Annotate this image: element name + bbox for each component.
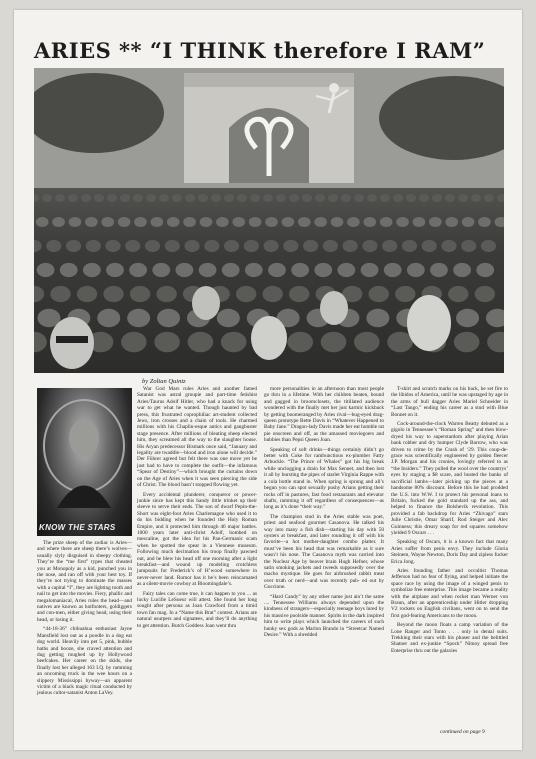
article-column-3 <box>264 386 384 641</box>
crowd-head <box>152 263 170 277</box>
crowd-head <box>303 240 318 252</box>
crowd-head <box>200 217 213 227</box>
crowd-head <box>263 194 273 202</box>
paragraph: Fairy tales can come true, it can happen to you ... as lucky Lucille LeSueur will attest. She found her long sought after persona as Joan Crawford from a timid town fan mag. In a “Name this Brat” contest. Arians are natural usurpers and signatees, and they’ll do anything to get attention. Butch Goddess Joan went thru <box>137 590 257 629</box>
crowd-head <box>402 240 417 252</box>
page-title: ARIES ** “I THINK therefore I RAM” <box>34 38 486 63</box>
crowd-head <box>314 263 332 277</box>
crowd-head <box>151 217 164 227</box>
paragraph: “Hard Candy” by any other name just ain’t the same .... Tennessee Williams always depended upon the kindness of strangers—especially teenage boys lured by his massive poolside manner. Spirits in the dark inspired him to write plays which launched the careers of such hunky sex gods as Marlon Brando in “Streetcar Named Desire.” With a shredded <box>264 593 384 639</box>
crowd-head <box>419 194 429 202</box>
crowd-head <box>172 194 182 202</box>
crowd-head <box>83 263 101 277</box>
crowd-head <box>156 286 176 302</box>
crowd-head <box>249 217 262 227</box>
crowd-head <box>380 217 393 227</box>
crowd-head <box>81 194 91 202</box>
crowd-head <box>145 240 160 252</box>
crowd-head <box>361 263 379 277</box>
crowd-head <box>183 217 196 227</box>
crowd-head <box>289 194 299 202</box>
crowd-head <box>188 332 214 352</box>
crowd-head <box>454 332 480 352</box>
collage-illustration <box>34 68 504 373</box>
crowd-head <box>487 332 504 352</box>
crowd-head <box>289 286 309 302</box>
crowd-head <box>276 194 286 202</box>
crowd-head <box>184 240 199 252</box>
crowd-head <box>244 240 259 252</box>
crowd-head <box>282 217 295 227</box>
crowd-head <box>471 194 481 202</box>
crowd-head <box>125 240 140 252</box>
continued-note: continued on page 9 <box>440 729 485 735</box>
crowd-head <box>354 194 364 202</box>
crowd-head <box>68 194 78 202</box>
crowd-head <box>134 217 147 227</box>
crowd-head <box>445 194 455 202</box>
crowd-head <box>395 286 415 302</box>
crowd-head <box>337 263 355 277</box>
paragraph: Speaking of soft drinks—things certainly didn’t go better with Coke for rambunctious ex-plumber Fatty Arbuckle. “The Prince of Whales” got his big break while unclogging a drain for Max Sennet, and then lost it all by bursting the pipes of starlet Virginia Rappe with a cola bottle stand in. When spring is sprung and all’s begun you can spot sexually pushy Arians getting their rocks off in pastures, fast food restaurants and elevator shafts, ramming it off regardless of consequences—as long as it’s done “their way.” <box>264 446 384 511</box>
crowd-head <box>224 194 234 202</box>
paragraph: Aries founding father and occultist Thomas Jefferson had no fear of flying, and helped initiate the space race by using the image of a winged penis to symbolize free enterprise. This image became a reality with the airplane and when rocket man Werner von Braun, after an apprenticeship under Hitler dropping V2 rockets on English civilians, went on to send the first god-fearing Americans to the moon. <box>391 567 508 619</box>
crowd-head <box>445 217 458 227</box>
paragraph: Cock-around-the-clock Warren Beatty debuted as a gigolo in Tennessee’s “Roman Spring” and then blow-dryed his way to superstardom after playing Arian bank robber and dry humper Clyde Barrow, who was driven to crime by the Crash of ‘29. This coup-de-grace was scientifically engineered by golden fleecer J.P. Morgan and his cronies, lovingly referred to as “the Insiders.” They pulled the wool over the countrys’ eyes by staging a $8 scare, and busted the banks of sacrificial lambs—later picking up the pieces at a handsome 80% discount. Before this he had prodded the U.S. into W.W. I to protect his personal loans to Britain, fucked the gold standard up the ass, and helped to finance the Bolshevik revolution. This provided a fab backdrop for Aries “Zhivago” stars Julie Christie, Omar Sharif, Rod Steiger and Alec Guinness; this dreary soap for red squares somehow yielded 9 Oscars . . . <box>391 421 508 536</box>
crowd-head <box>167 217 180 227</box>
crowd-head <box>66 240 81 252</box>
crowd-head <box>343 240 358 252</box>
crowd-head <box>302 194 312 202</box>
crowd-head <box>245 263 263 277</box>
crowd-head <box>34 194 39 202</box>
crowd-head <box>328 194 338 202</box>
crowd-head <box>475 286 495 302</box>
crowd-head <box>157 309 180 327</box>
paragraph: Every accidental plunderer, conqueror or power-junkie since has kept this bandy little trinket up their sleeve to serve their ends. The son of dwarf Pepin-the-Short was eight-foot Aries Charlemagne who used it to do his bidding when he founded the Holy Roman Empire, and it protected him through 46 major battles. 1000 years later anti-christ Adolf, bombed on mescaline, got the idea for his Pan-Germanic scam when he spotted the spear in a Viennese museum. Following much decimation his troop finally pawned out, and he blew his head off one morning after a light breakfast—and wound up modeling crotchless jumpsuits for Frederick’s of H’wood somewhere in never-never land. Rumor has it he’s been reincarnated as a silent-movie cowboy at Bloomingdale’s. <box>137 491 257 588</box>
crowd-head <box>430 263 448 277</box>
crowd-head <box>484 194 494 202</box>
article-column-4 <box>391 386 508 657</box>
crowd-head <box>130 286 150 302</box>
crowd-head <box>232 217 245 227</box>
crowd-head <box>354 332 380 352</box>
paragraph: The prize sheep of the zodiac is Aries—and where there are sheep there’s wolves—usually slyly disguised in sheepy clothing. They’re the “me first” types that cheated you at Monopoly as a kid, punched you in the nose, and ran off with your best toy. If they’re not trying to dominate the masses with a capital “I”, they are lighting tooth and nail to get into the movies. Fiery, phallic and megalomaniacal, Aries rules the head—and natives are known as hotfooters, goldiggers and con-men, either giving head, using their head, or losing it. <box>37 540 132 623</box>
crowd-head <box>478 217 491 227</box>
crowd-head <box>367 194 377 202</box>
crowd-head <box>120 194 130 202</box>
crowd-head <box>176 263 194 277</box>
crowd-head <box>393 194 403 202</box>
paragraph: “44-18-36” chihuahua enthusiast Jayne Mansfield lost out as a poodle in a dog eat dog world. Heavily into pet 5, pink, bubble baths and booze, she craved attention and dug getting roughed up by Hollywood beefcakes. Her career on the skids, she finally lost her alleged 163 I.Q. by ramming an oncoming truck in the wee hours on a slippery Mississippi byway—an apparent victim of a black magic ritual conducted by jealous cultor-satanist Anton LaVey. <box>37 626 132 697</box>
crowd-head <box>429 217 442 227</box>
magazine-page <box>14 10 522 750</box>
crowd-head <box>413 217 426 227</box>
crowd-head <box>268 263 286 277</box>
crowd-head <box>362 240 377 252</box>
portrait-photo <box>37 388 132 536</box>
crowd-head <box>497 194 504 202</box>
crowd-head <box>55 194 65 202</box>
crowd-head <box>118 217 131 227</box>
crowd-head <box>347 217 360 227</box>
crowd-head <box>265 217 278 227</box>
crowd-head <box>396 217 409 227</box>
crowd-head <box>77 286 97 302</box>
crowd-head <box>127 309 150 327</box>
crowd-head <box>382 240 397 252</box>
crowd-head <box>204 240 219 252</box>
crowd-head <box>121 332 147 352</box>
crowd-head <box>264 240 279 252</box>
crowd-head <box>185 194 195 202</box>
crowd-head <box>103 286 123 302</box>
crowd-head <box>211 194 221 202</box>
crowd-head <box>105 240 120 252</box>
paragraph: Speaking of Oscars, it is a known fact that many Aries suffer from penis envy. They include Gloria Steinem, Wayne Newton, Doris Day and zipless fucker Erica Jong. <box>391 539 508 565</box>
crowd-head <box>486 309 504 327</box>
crowd-head <box>250 194 260 202</box>
byline: by Zoltan Quintz <box>142 378 186 385</box>
crowd-head <box>224 240 239 252</box>
crowd-head <box>37 263 55 277</box>
crowd-head <box>52 217 65 227</box>
paragraph: T-shirt and scratch marks on his back, he set fire to the libidos of America, until he was upstaged by age in the arms of bull dagger Aries Mariel Schneider in “Last Tango,” ending his career as a stud with Blue Bonnet on it. <box>391 386 508 418</box>
crowd-head <box>298 217 311 227</box>
crowd-head <box>216 217 229 227</box>
paragraph: more personalities in an afternoon than most people go thru in a lifetime. With her children beaten, bound and gagged in broomclosets, the titillated audience wondered with the finally met her just karmic kickback by getting boomeranged by Aries rival—bug-eyed drag-queen prototype Bette Davis in “Whatever Happened to Baby Jane.” Dragon-lady Davis made her eat humble rat pie onscreen and off, as the amassed moviegoers and hubbies than Pepsi Queen Joan. <box>264 386 384 444</box>
crowd-head <box>314 217 327 227</box>
crowd-head <box>262 286 282 302</box>
crowd-head <box>495 217 504 227</box>
crowd-head <box>129 263 147 277</box>
paragraph: Beyond the moon floats a camp variation of the Lone Ranger and Tonto . . . only in dental suits. Trekking their stars with his phaser and the belittled Shatner and ex-junkie “Spock” Nimoy spread free Enterprise thru out the galaxies <box>391 622 508 654</box>
crowd-head <box>315 194 325 202</box>
crowd-head <box>461 240 476 252</box>
crowd-head <box>42 194 52 202</box>
crowd-head <box>86 240 101 252</box>
crowd-head <box>406 194 416 202</box>
crowd-head <box>154 332 180 352</box>
crowd-head <box>94 194 104 202</box>
crowd-head <box>34 332 47 352</box>
crowd-head <box>407 263 425 277</box>
crowd-head <box>331 217 344 227</box>
crowd-head <box>198 194 208 202</box>
crowd-head <box>34 240 42 252</box>
crowd-head <box>441 240 456 252</box>
crowd-head <box>199 263 217 277</box>
crowd-head <box>481 240 496 252</box>
crowd-head <box>291 263 309 277</box>
crowd-head <box>85 217 98 227</box>
crowd-head <box>101 217 114 227</box>
crowd-head <box>366 309 389 327</box>
crowd-head <box>133 194 143 202</box>
crowd-head <box>97 309 120 327</box>
crowd-head <box>34 286 44 302</box>
crowd-head <box>236 286 256 302</box>
crowd-head <box>384 263 402 277</box>
crowd-head <box>106 263 124 277</box>
crowd-head <box>453 263 471 277</box>
crowd-head <box>237 194 247 202</box>
crowd-head <box>432 194 442 202</box>
crowd-head <box>448 286 468 302</box>
crowd-head <box>422 240 437 252</box>
crowd-head <box>323 240 338 252</box>
crowd-head <box>221 332 247 352</box>
crowd-head <box>222 263 240 277</box>
crowd-head <box>287 332 313 352</box>
crowd-head <box>69 217 82 227</box>
paragraph: War God Mars rules Aries and another famed Satanist was astral groupie and part-time fetishist Aries/Taurus Adolf Hitler, who had a knack for using war to get what he wanted. Though haunted by bad press, this frustrated coprophiliac art-student collected Jews, iron crosses and a chain of tools. He charmed millions with his Chaplin-esque antics and gangbuster stage presence. After millions of bleating sheep elected him, they screamed all the way to the slaughter house. His Aryan predecessor Bismark once said, “January and legality are twaddle—blood and iron alone will decide.” Der Führer agreed but felt there was one move yet he just had to have to complete the outfit—the infamous “Spear of Destiny”—which brought the curtains down on the Age of Aries when it was seen piercing the side of Christ. The blood hasn’t stopped flowing yet. <box>137 386 257 489</box>
crowd-head <box>341 194 351 202</box>
crowd-head <box>476 263 494 277</box>
photo-collage <box>34 68 504 373</box>
crowd-head <box>50 286 70 302</box>
crowd-head <box>363 217 376 227</box>
crowd-head <box>380 194 390 202</box>
crowd-head <box>60 263 78 277</box>
portrait-caption: KNOW THE STARS <box>39 523 116 532</box>
portrait-illustration <box>37 388 132 536</box>
article-column-2 <box>137 386 257 632</box>
paragraph: The champion stud in the Aries stable was poet, priest and seafood gourmet Casanova. He talked his way into many a fish dish—starting his day with 50 oysters at breakfast, and later rounding it off with his favorite—a hot mother-daughter combo platter. It must’ve been his head that was remarkable as it sure wasn’t his nose. The Casanova myth was carried into the Nuclear Age by beaver brain Hugh Hefner, whose satin smoking jackets and tweeds supposedly over the macho mystique. He goes for airbrushed rabbit meat over truth or nerd—and was recently pub- ed out by Guccione. <box>264 513 384 591</box>
crowd-head <box>46 240 61 252</box>
crowd-head <box>159 194 169 202</box>
crowd-head <box>217 309 240 327</box>
crowd-head <box>456 309 479 327</box>
crowd-head <box>458 194 468 202</box>
crowd-head <box>107 194 117 202</box>
crowd-head <box>321 332 347 352</box>
crowd-head <box>36 217 49 227</box>
crowd-head <box>283 240 298 252</box>
crowd-head <box>387 332 413 352</box>
crowd-head <box>462 217 475 227</box>
crowd-head <box>146 194 156 202</box>
crowd-head <box>165 240 180 252</box>
crowd-head <box>369 286 389 302</box>
article-column-1 <box>37 540 132 700</box>
